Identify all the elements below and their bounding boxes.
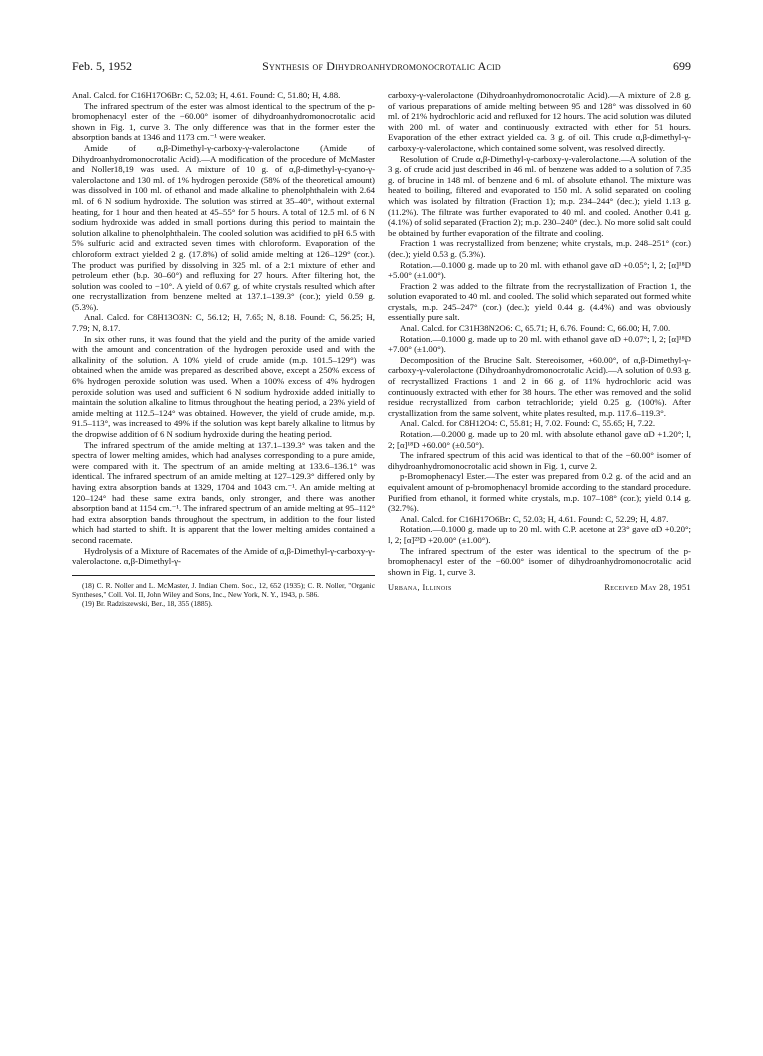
paragraph: p-Bromophenacyl Ester.—The ester was prepared from 0.2 g. of the acid and an equivalent amount of p-bromophenacyl bromide according to the standard procedure. Purified from ethanol, it formed white crystals, m.p. 107–108° (cor.); yield 0.14 g. (32.7%). <box>388 471 691 514</box>
signature-line <box>388 583 691 594</box>
paragraph: Rotation.—0.1000 g. made up to 20 ml. with C.P. acetone at 23° gave αD +0.20°; l, 2; [α]²³D +20.00° (±1.00°). <box>388 524 691 545</box>
right-column <box>388 90 691 594</box>
paragraph: The infrared spectrum of the ester was almost identical to the spectrum of the p-bromophenacyl ester of the −60.00° isomer of dihydroanhydromonocrotalic acid shown in Fig. 1, curve 3. The only difference was that in the former ester the absorption bands at 1346 and 1173 cm.⁻¹ were weaker. <box>72 100 375 143</box>
page-number: 699 <box>673 59 691 73</box>
paragraph: Anal. Calcd. for C16H17O6Br: C, 52.03; H, 4.61. Found: C, 52.29; H, 4.87. <box>400 513 669 524</box>
paragraph: carboxy-γ-valerolactone (Dihydroanhydromonocrotalic Acid).—A mixture of 2.8 g. of various preparations of amide melting between 95 and 128° was dissolved in 60 ml. of 21% hydrochloric acid and refluxed for 12 hours. The acid solution was diluted with 200 ml. of water and continuously extracted with ether for 51 hours. Evaporation of the ether extract yielded ca. 3 g. of oil. This crude α,β-dimethyl-γ-carboxy-γ-valerolactone, which contained some solvent, was resolved directly. <box>388 90 691 153</box>
paragraph: In six other runs, it was found that the yield and the purity of the amide varied with the amount and concentration of the hydrogen peroxide used and with the alkalinity of the solution. A 10% yield of crude amide (m.p. 101.5–129°) was obtained when the amide was prepared as described above, except a 250% excess of 6% hydrogen peroxide solution was used. When a 100% excess of 4% hydrogen peroxide solution was used and sufficient 6 N sodium hydroxide added initially to maintain the solution alkaline to litmus throughout the heating period, a 23% yield of amide melting at 112.5–124° was obtained. However, the yield of crude amide, m.p. 91.5–113°, was increased to 49% if the solution was kept barely alkaline to litmus by the dropwise addition of 6 N sodium hydroxide during the heating period. <box>72 333 375 439</box>
left-column <box>72 90 375 608</box>
paragraph: Decomposition of the Brucine Salt. Stereoisomer, +60.00°, of α,β-Dimethyl-γ-carboxy-γ-valerolactone (Dihydroanhydromonocrotalic Acid).—A solution of 0.93 g. of recrystallized Fractions 1 and 2 in 66 g. of 11% hydrochloric acid was continuously extracted with ether for 38 hours. The ether was removed and the solid residue recrystallized from carbon tetrachloride; yield 0.25 g. (100%). After crystallization from the same solvent, white plates resulted, m.p. 117.6–119.3°. <box>388 354 691 418</box>
paragraph: Anal. Calcd. for C31H38N2O6: C, 65.71; H, 6.76. Found: C, 66.00; H, 7.00. <box>400 323 671 334</box>
paragraph: Anal. Calcd. for C8H12O4: C, 55.81; H, 7.02. Found: C, 55.65; H, 7.22. <box>400 418 656 429</box>
location: Urbana, Illinois <box>388 583 452 593</box>
paragraph: Anal. Calcd. for C8H13O3N: C, 56.12; H, 7.65; N, 8.18. Found: C, 56.25; H, 7.79; N, 8.17. <box>72 312 375 334</box>
paragraph: Rotation.—0.1000 g. made up to 20 ml. with ethanol gave αD +0.07°; l, 2; [α]¹⁸D +7.00° (±1.00°). <box>388 333 691 355</box>
paragraph: The infrared spectrum of the amide melting at 137.1–139.3° was taken and the spectra of lower melting amides, which had analyses corresponding to a pure amide, were compared with it. The spectrum of an amide melting at 133.6–136.1° was identical. The infrared spectrum of an amide melting at 127–129.3° differed only by having extra absorption bands at 1329, 1704 and 1043 cm.⁻¹. An amide melting at 120–124° had these same extra bands, only stronger, and there was another absorption band at 1154 cm.⁻¹. The infrared spectrum of an amide melting at 95–112° had extra absorption bands throughout the spectrum, in addition to the four listed which had started to shift. It is apparent that the lower melting amides contained a second racemate. <box>72 439 375 545</box>
paragraph: Rotation.—0.1000 g. made up to 20 ml. with ethanol gave αD +0.05°; l, 2; [α]¹⁸D +5.00° (±1.00°). <box>388 259 691 281</box>
paragraph: Hydrolysis of a Mixture of Racemates of the Amide of α,β-Dimethyl-γ-carboxy-γ-valerolactone. α,β-Dimethyl-γ- <box>72 545 375 567</box>
footnote: (19) Br. Radziszewski, Ber., 18, 355 (1885). <box>82 598 213 608</box>
paragraph: Resolution of Crude α,β-Dimethyl-γ-carboxy-γ-valerolactone.—A solution of the 3 g. of crude acid just described in 46 ml. of benzene was added to a solution of 7.35 g. of brucine in 148 ml. of benzene and 6 ml. of absolute ethanol. The mixture was heated to boiling, filtered and evaporated to 150 ml. A solid separated on cooling which was isolated by filtration (Fraction 1); m.p. 234–244° (dec.); yield 1.13 g. (11.2%). The filtrate was further evaporated to 40 ml. and cooled. Another 0.41 g. (4.1%) of solid separated (Fraction 2); m.p. 230–240° (dec.). No more solid salt could be obtained by further evaporation of the filtrate and cooling. <box>388 153 691 238</box>
footnotes <box>72 575 375 608</box>
footnote: (18) C. R. Noller and L. McMaster, J. Indian Chem. Soc., 12, 652 (1935); C. R. Noller, "Organic Syntheses," Coll. Vol. II, John Wiley and Sons, Inc., New York, N. Y., 1943, p. 586. <box>72 580 375 599</box>
paragraph: Amide of α,β-Dimethyl-γ-carboxy-γ-valerolactone (Amide of Dihydroanhydromonocrotalic Acid).—A modification of the procedure of McMaster and Noller18,19 was used. A mixture of 10 g. of α,β-dimethyl-γ-cyano-γ-valerolactone and 130 ml. of 1% hydrogen peroxide (58% of the theoretical amount) was dissolved in 100 ml. of ethanol and made alkaline to phenolphthalein with 2.64 ml. of 6 N sodium hydroxide. The solution was stirred at 35–40°, without external heating, for 1 hour and then heated at 45–55° for 5 hours. A total of 12.5 ml. of 6 N sodium hydroxide was added in small portions during this period to maintain the solution alkaline to phenolphthalein. The cooled solution was acidified to pH 6.5 with 5% sulfuric acid and extracted seven times with chloroform. Evaporation of the chloroform extract yielded 2 g. (17.8%) of solid amide melting at 126–129° (cor.). The product was purified by dissolving in 325 ml. of a 2:1 mixture of ether and petroleum ether (b.p. 30–60°) and refluxing for 27 hours. After filtering hot, the solution was cooled to −10°. A yield of 0.67 g. of white crystals resulted which after one recrystallization from benzene melted at 137.1–139.3° (cor.); yield 0.59 g. (5.3%). <box>72 142 375 312</box>
paragraph: Fraction 2 was added to the filtrate from the recrystallization of Fraction 1, the solution evaporated to 40 ml. and cooled. The solid which separated out formed white crystals, m.p. 245–247° (cor.) (dec.); yield 0.44 g. (4.4%) and was obviously essentially pure salt. <box>388 280 691 323</box>
issue-date: Feb. 5, 1952 <box>72 59 132 73</box>
paragraph: Anal. Calcd. for C16H17O6Br: C, 52.03; H, 4.61. Found: C, 51.80; H, 4.88. <box>72 90 341 100</box>
paragraph: The infrared spectrum of this acid was identical to that of the −60.00° isomer of dihydroanhydromonocrotalic acid shown in Fig. 1, curve 2. <box>388 450 691 471</box>
paragraph: The infrared spectrum of the ester was identical to the spectrum of the p-bromophenacyl ester of the −60.00° isomer of dihydroanhydromonocrotalic acid shown in Fig. 1, curve 3. <box>388 545 691 577</box>
running-title: Synthesis of Dihydroanhydromonocrotalic Acid <box>262 59 501 73</box>
received-date: Received May 28, 1951 <box>604 583 691 593</box>
paragraph: Rotation.—0.2000 g. made up to 20 ml. with absolute ethanol gave αD +1.20°; l, 2; [α]¹⁸D +60.00° (±0.50°). <box>388 429 691 450</box>
paragraph: Fraction 1 was recrystallized from benzene; white crystals, m.p. 248–251° (cor.) (dec.); yield 0.53 g. (5.3%). <box>388 238 691 259</box>
running-head <box>72 58 691 74</box>
